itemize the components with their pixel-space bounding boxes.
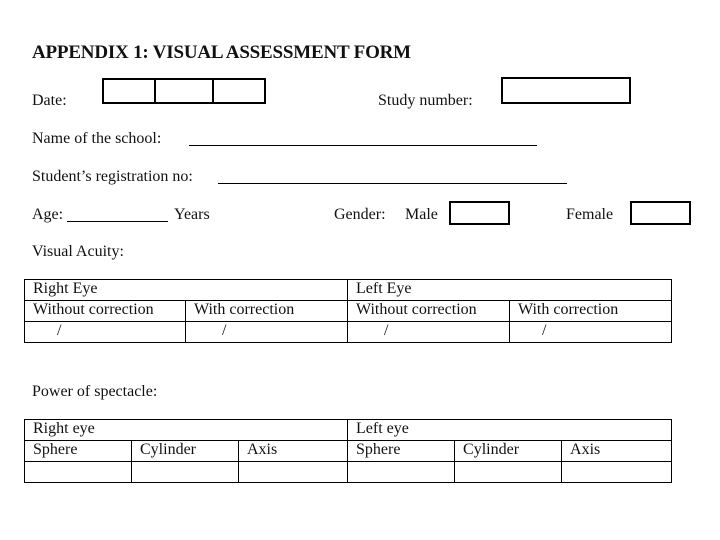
table-row bbox=[25, 322, 672, 343]
gender-label: Gender: bbox=[334, 206, 386, 223]
female-label: Female bbox=[566, 206, 614, 223]
va-left-with-value[interactable]: / bbox=[510, 322, 672, 343]
age-label: Age: bbox=[32, 206, 64, 223]
study-number-label: Study number: bbox=[378, 92, 473, 109]
sp-right-eye-header: Right eye bbox=[25, 420, 348, 441]
va-left-eye-header: Left Eye bbox=[348, 280, 672, 301]
date-box-day[interactable] bbox=[102, 78, 156, 104]
date-box-year[interactable] bbox=[212, 78, 266, 104]
sp-right-sphere: Sphere bbox=[25, 441, 132, 462]
va-right-with-value[interactable]: / bbox=[186, 322, 348, 343]
school-label: Name of the school: bbox=[32, 130, 162, 147]
study-number-box[interactable] bbox=[501, 77, 631, 104]
registration-label: Student’s registration no: bbox=[32, 168, 193, 185]
sp-left-cylinder: Cylinder bbox=[455, 441, 562, 462]
date-label: Date: bbox=[32, 92, 67, 109]
sp-left-axis: Axis bbox=[562, 441, 672, 462]
sp-left-sphere: Sphere bbox=[348, 441, 455, 462]
spectacle-heading: Power of spectacle: bbox=[32, 383, 158, 400]
va-right-without-value[interactable]: / bbox=[25, 322, 186, 343]
date-box-month[interactable] bbox=[154, 78, 214, 104]
va-right-without-correction: Without correction bbox=[25, 301, 186, 322]
school-line[interactable] bbox=[189, 145, 537, 146]
visual-acuity-heading: Visual Acuity: bbox=[32, 243, 124, 260]
va-left-with-correction: With correction bbox=[510, 301, 672, 322]
table-row bbox=[25, 462, 672, 483]
female-checkbox[interactable] bbox=[630, 201, 691, 225]
sp-left-cylinder-value[interactable] bbox=[455, 462, 562, 483]
table-row bbox=[25, 280, 672, 301]
spectacle-table bbox=[24, 419, 672, 483]
sp-left-eye-header: Left eye bbox=[348, 420, 672, 441]
registration-line[interactable] bbox=[218, 183, 567, 184]
sp-left-sphere-value[interactable] bbox=[348, 462, 455, 483]
table-row bbox=[25, 441, 672, 462]
years-label: Years bbox=[174, 206, 210, 223]
va-right-eye-header: Right Eye bbox=[25, 280, 348, 301]
visual-acuity-table bbox=[24, 279, 672, 343]
table-row bbox=[25, 420, 672, 441]
sp-right-cylinder: Cylinder bbox=[132, 441, 239, 462]
va-left-without-correction: Without correction bbox=[348, 301, 510, 322]
sp-right-cylinder-value[interactable] bbox=[132, 462, 239, 483]
sp-right-axis-value[interactable] bbox=[239, 462, 348, 483]
age-line[interactable] bbox=[67, 221, 168, 222]
table-row bbox=[25, 301, 672, 322]
male-checkbox[interactable] bbox=[449, 201, 510, 225]
sp-right-axis: Axis bbox=[239, 441, 348, 462]
sp-left-axis-value[interactable] bbox=[562, 462, 672, 483]
va-right-with-correction: With correction bbox=[186, 301, 348, 322]
sp-right-sphere-value[interactable] bbox=[25, 462, 132, 483]
va-left-without-value[interactable]: / bbox=[348, 322, 510, 343]
form-title: APPENDIX 1: VISUAL ASSESSMENT FORM bbox=[32, 42, 411, 63]
male-label: Male bbox=[405, 206, 438, 223]
